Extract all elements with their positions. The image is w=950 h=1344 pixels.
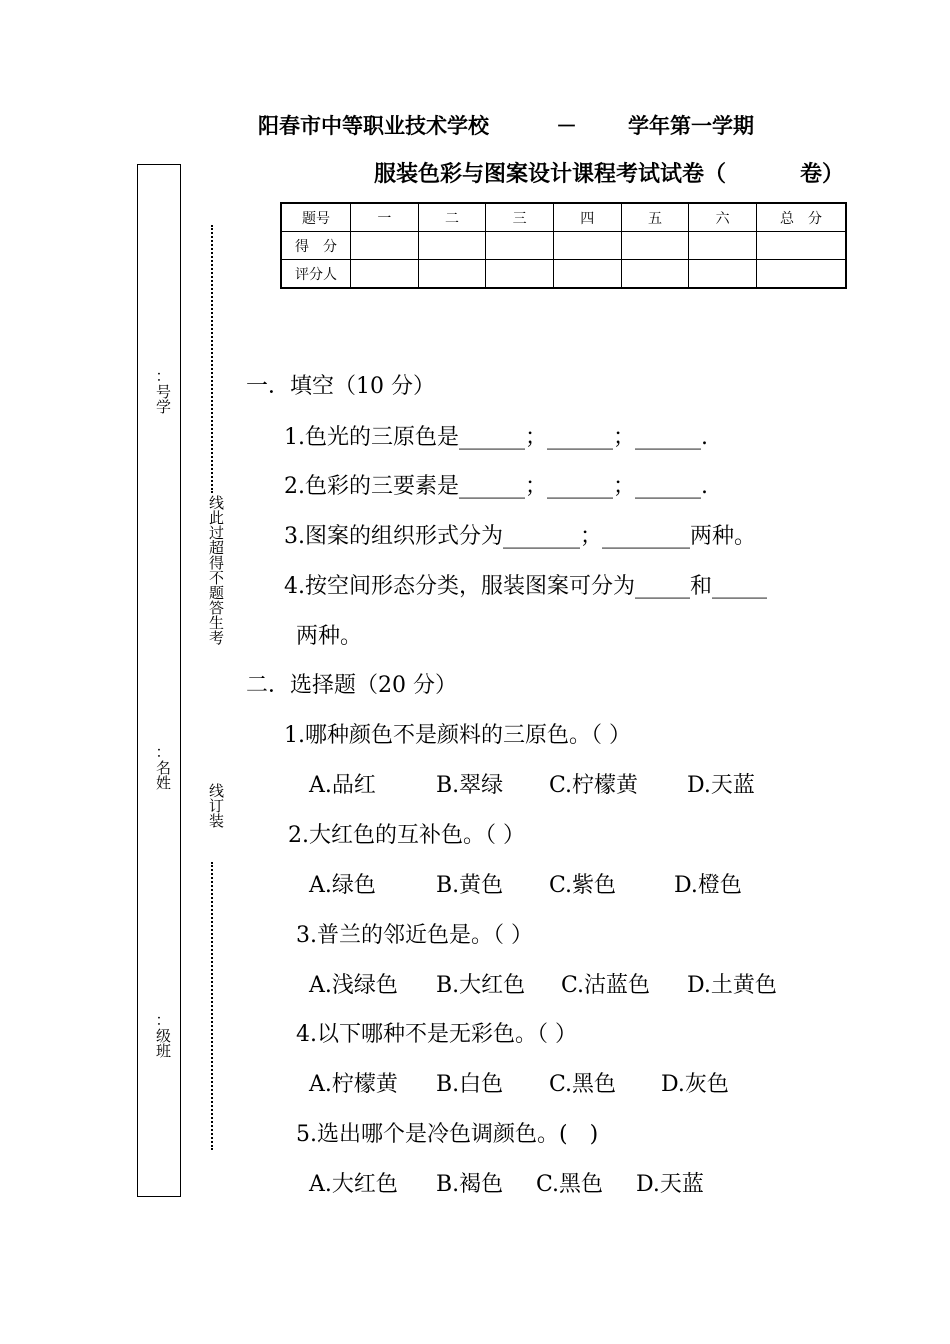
section-1-title: 一．填空（10 分） [246,374,435,399]
choice-question-5: 5.选出哪个是冷色调颜色。( ) [296,1122,599,1147]
choice-question-2: 2.大红色的互补色。（ ） [288,823,525,848]
grader-cell[interactable] [689,260,757,289]
fill-question-2: 2.色彩的三要素是______；______；______. [284,474,708,499]
table-row [281,232,846,260]
table-row [281,203,846,232]
binding-dotted-line-top [211,225,213,493]
option-c[interactable]: C.柠檬黄 [549,773,639,798]
binding-dotted-line-bottom [211,862,213,1150]
binding-warning-text: 线此过超得不题答生考 [207,495,225,645]
section-2-title: 二．选择题（20 分） [246,673,457,698]
fill-question-4: 4.按空间形态分类，服装图案可分为_____和_____ [284,574,767,599]
choice-question-1: 1.哪种颜色不是颜料的三原色。（ ） [284,723,631,748]
table-cell: 三 [486,203,554,232]
colon-mark: ： [155,743,171,761]
table-cell: 总 分 [757,203,847,232]
colon-mark: ： [155,367,171,385]
score-cell[interactable] [757,232,847,260]
grader-cell[interactable] [757,260,847,289]
table-cell: 二 [418,203,486,232]
table-cell: 四 [553,203,621,232]
option-c[interactable]: C.沽蓝色 [561,973,651,998]
choice-question-4: 4.以下哪种不是无彩色。（ ） [296,1022,577,1047]
table-cell: 评分人 [281,260,351,289]
option-b[interactable]: B.翠绿 [436,773,504,798]
binding-line-label: 线订装 [207,783,225,828]
table-row [281,260,846,289]
class-label [153,1012,173,1061]
option-c[interactable]: C.黑色 [549,1072,617,1097]
student-id-label [153,368,173,417]
option-a[interactable]: A.绿色 [309,873,376,898]
student-id-text: 号学 [154,384,172,414]
option-a[interactable]: A.品红 [309,773,376,798]
table-cell: 得 分 [281,232,351,260]
option-a[interactable]: A.大红色 [309,1172,398,1197]
colon-mark: ： [155,1011,171,1029]
option-b[interactable]: B.白色 [436,1072,504,1097]
score-cell[interactable] [621,232,689,260]
grader-cell[interactable] [486,260,554,289]
option-c[interactable]: C.紫色 [549,873,617,898]
option-d[interactable]: D.天蓝 [687,773,755,798]
table-cell: 题号 [281,203,351,232]
grader-cell[interactable] [351,260,419,289]
student-name-label [153,744,173,793]
option-a[interactable]: A.浅绿色 [309,973,398,998]
fill-question-3: 3.图案的组织形式分为_______；________两种。 [284,524,756,549]
option-a[interactable]: A.柠檬黄 [309,1072,398,1097]
score-cell[interactable] [351,232,419,260]
table-cell: 五 [621,203,689,232]
score-table [280,202,847,289]
table-cell: 六 [689,203,757,232]
fill-question-1: 1.色光的三原色是______；______；______. [284,425,708,450]
student-name-text: 名姓 [154,760,172,790]
school-name: 阳春市中等职业技术学校 [258,113,489,138]
year-dash: － [556,113,577,138]
table-cell: 一 [351,203,419,232]
grader-cell[interactable] [418,260,486,289]
term-label: 学年第一学期 [628,113,754,138]
option-b[interactable]: B.褐色 [436,1172,504,1197]
grader-cell[interactable] [553,260,621,289]
option-d[interactable]: D.土黄色 [687,973,777,998]
exam-title: 服装色彩与图案设计课程考试试卷（ [374,161,727,187]
score-cell[interactable] [689,232,757,260]
score-cell[interactable] [553,232,621,260]
option-b[interactable]: B.黄色 [436,873,504,898]
option-d[interactable]: D.灰色 [661,1072,729,1097]
grader-cell[interactable] [621,260,689,289]
option-c[interactable]: C.黑色 [536,1172,604,1197]
fill-question-4-cont: 两种。 [296,624,363,649]
option-d[interactable]: D.橙色 [674,873,742,898]
class-text: 级班 [154,1028,172,1058]
score-cell[interactable] [486,232,554,260]
score-cell[interactable] [418,232,486,260]
option-b[interactable]: B.大红色 [436,973,526,998]
exam-title-end: 卷） [800,161,845,187]
option-d[interactable]: D.天蓝 [636,1172,704,1197]
choice-question-3: 3.普兰的邻近色是。（ ） [296,923,533,948]
